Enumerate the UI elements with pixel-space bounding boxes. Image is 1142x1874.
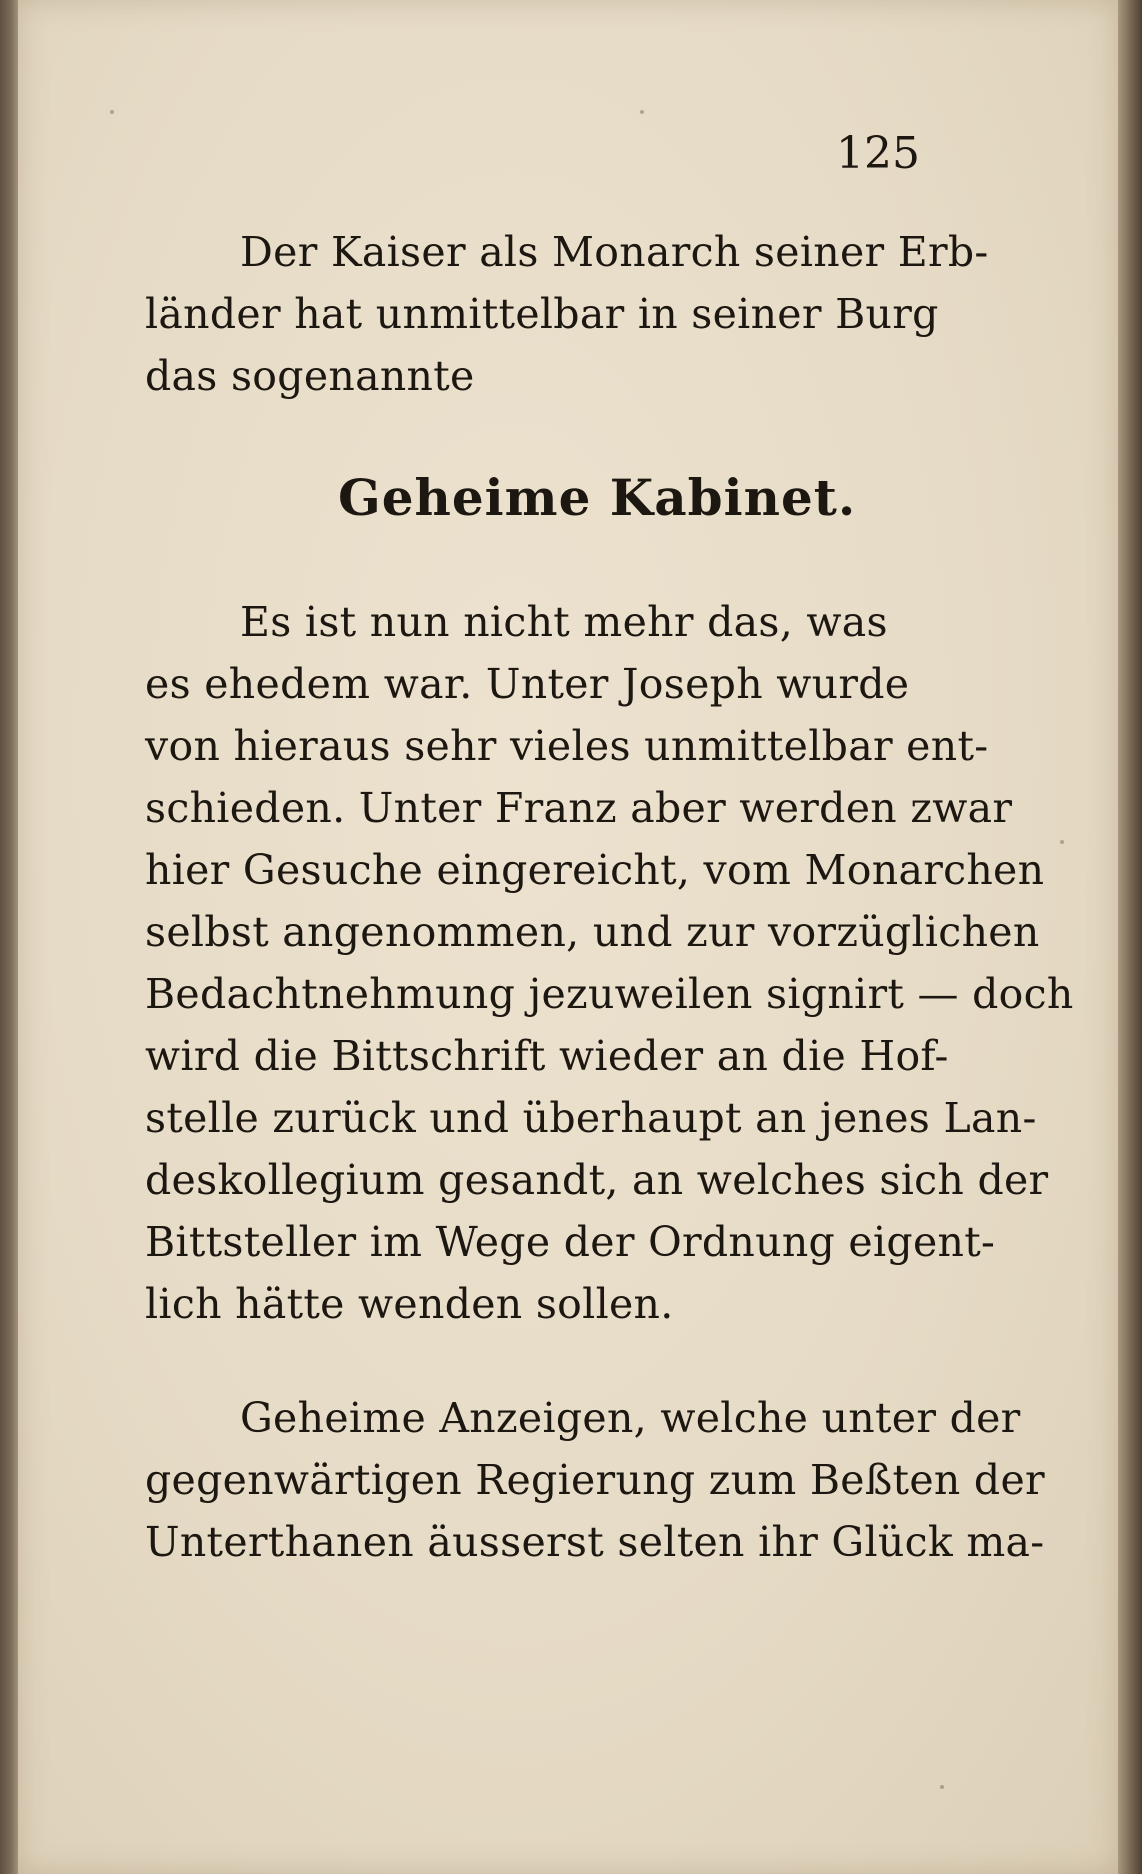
- para2-line-8: wird die Bittschrift wieder an die Hof-: [145, 1032, 949, 1080]
- para2-line-1: Es ist nun nicht mehr das, was: [240, 598, 888, 646]
- para3-line-3: Unterthanen äusserst selten ihr Glück ma-: [145, 1518, 1045, 1566]
- page-number: 125: [836, 128, 920, 179]
- paper-speck: [1060, 840, 1064, 844]
- left-page-edge: [0, 0, 18, 1874]
- para2-line-9: stelle zurück und überhaupt an jenes Lan-: [145, 1094, 1037, 1142]
- para2-line-4: schieden. Unter Franz aber werden zwar: [145, 784, 1013, 832]
- para3-line-1: Geheime Anzeigen, welche unter der: [240, 1394, 1021, 1442]
- para2-line-6: selbst angenommen, und zur vorzüglichen: [145, 908, 1040, 956]
- para1-line-3: das sogenannte: [145, 352, 475, 400]
- para2-line-7: Bedachtnehmung jezuweilen signirt — doch: [145, 970, 1074, 1018]
- paper-speck: [940, 1785, 944, 1789]
- para2-line-5: hier Gesuche eingereicht, vom Monarchen: [145, 846, 1045, 894]
- paper-speck: [110, 110, 114, 114]
- para2-line-11: Bittsteller im Wege der Ordnung eigent-: [145, 1218, 996, 1266]
- paper-speck: [640, 110, 644, 114]
- para1-line-2: länder hat unmittelbar in seiner Burg: [145, 290, 939, 338]
- para1-line-1: Der Kaiser als Monarch seiner Erb-: [240, 228, 989, 276]
- right-page-edge: [1118, 0, 1142, 1874]
- section-heading: Geheime Kabinet.: [338, 468, 857, 527]
- para2-line-3: von hieraus sehr vieles unmittelbar ent-: [145, 722, 989, 770]
- para2-line-2: es ehedem war. Unter Joseph wurde: [145, 660, 910, 708]
- para3-line-2: gegenwärtigen Regierung zum Beßten der: [145, 1456, 1045, 1504]
- para2-line-10: deskollegium gesandt, an welches sich der: [145, 1156, 1049, 1204]
- para2-line-12: lich hätte wenden sollen.: [145, 1280, 674, 1328]
